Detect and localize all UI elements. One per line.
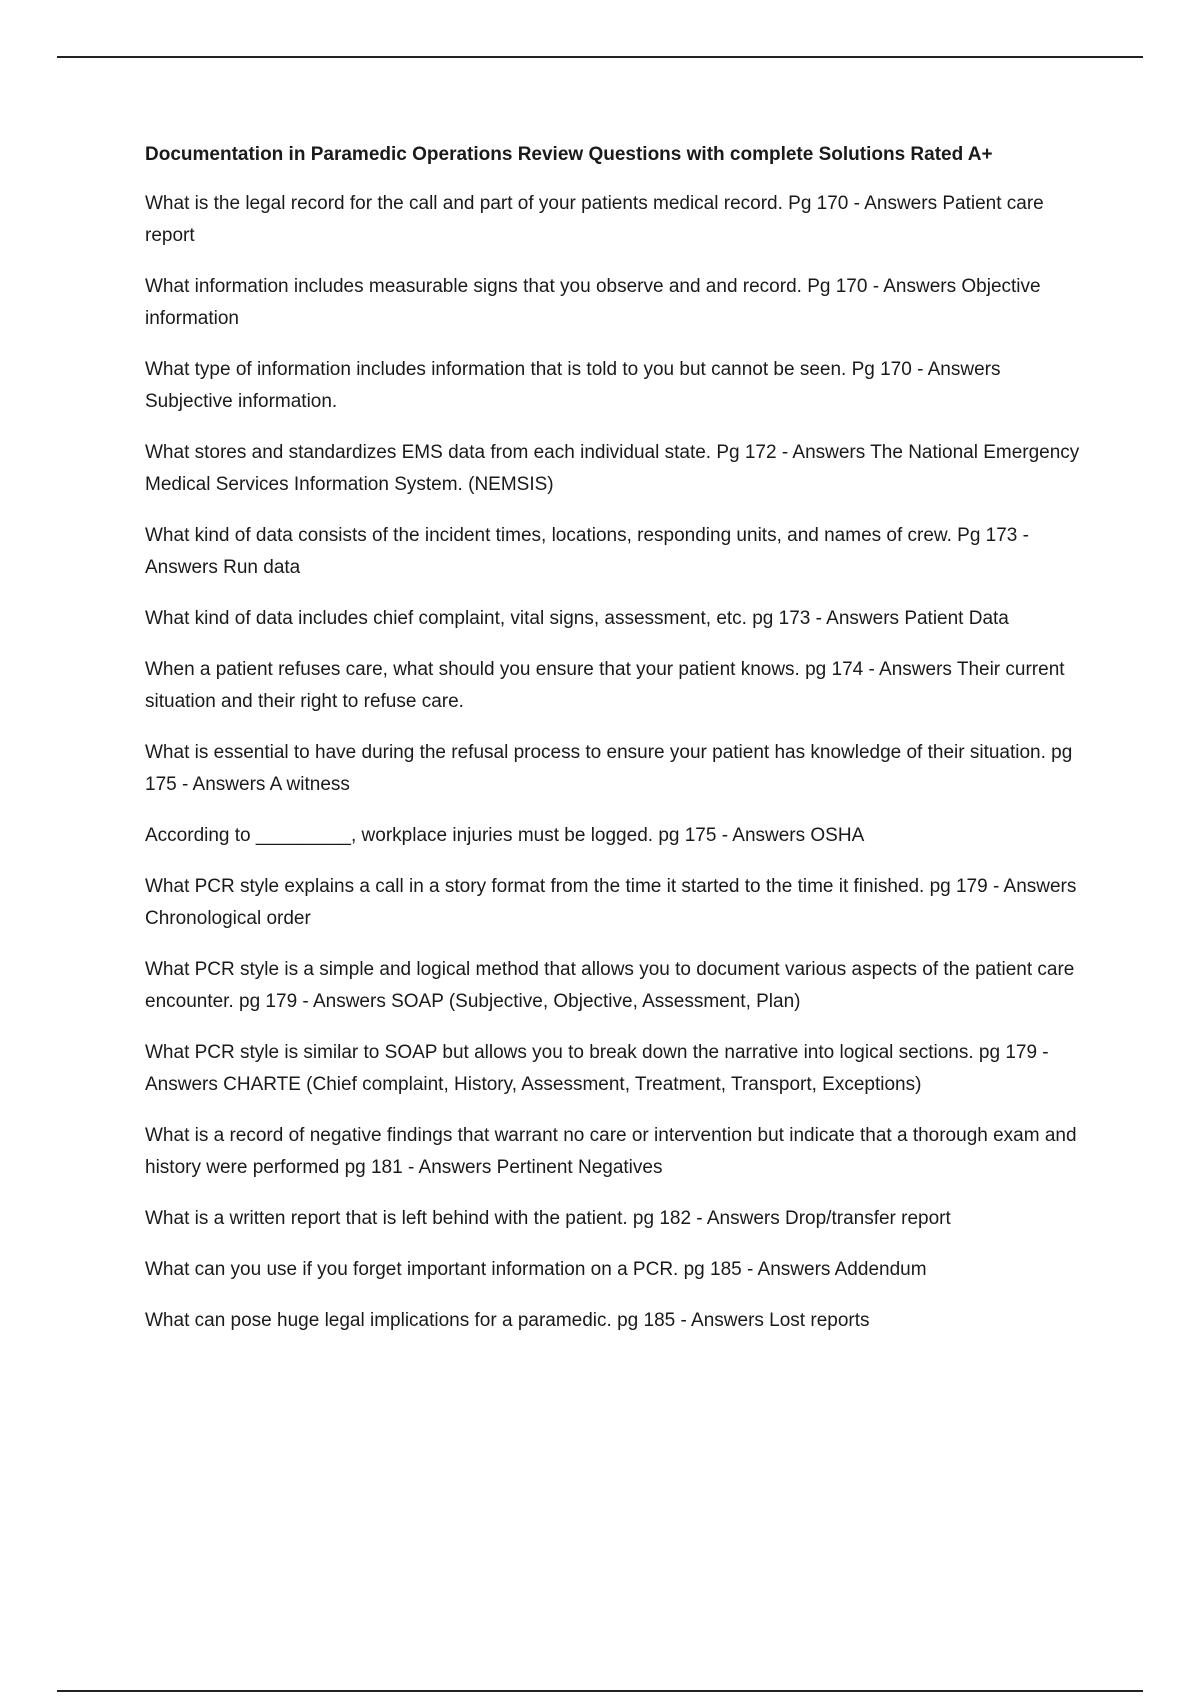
qa-item: What kind of data includes chief complaint, vital signs, assessment, etc. pg 173 - Answers Patient Data [145, 608, 1009, 629]
qa-item: What stores and standardizes EMS data from each individual state. Pg 172 - Answers The National Emergency Medical Services Information System. (NEMSIS) [145, 442, 1080, 495]
qa-item: What PCR style is a simple and logical method that allows you to document various aspects of the patient care encounter. pg 179 - Answers SOAP (Subjective, Objective, Assessment, Plan) [145, 959, 1075, 1012]
qa-item: When a patient refuses care, what should you ensure that your patient knows. pg 174 - Answers Their current situation and their right to refuse care. [145, 659, 1065, 712]
footer-rule [57, 1690, 1143, 1692]
qa-item: What is essential to have during the refusal process to ensure your patient has knowledge of their situation. pg 175 - Answers A witness [145, 742, 1073, 795]
qa-item: What kind of data consists of the incident times, locations, responding units, and names of crew. Pg 173 - Answers Run data [145, 525, 1029, 578]
qa-item: What is a written report that is left behind with the patient. pg 182 - Answers Drop/transfer report [145, 1208, 951, 1229]
qa-item: What information includes measurable signs that you observe and and record. Pg 170 - Answers Objective information [145, 276, 1041, 329]
qa-list [145, 188, 1085, 1337]
qa-item: What PCR style is similar to SOAP but allows you to break down the narrative into logical sections. pg 179 - Answers CHARTE (Chief complaint, History, Assessment, Treatment, Transport, Exceptions) [145, 1042, 1049, 1095]
qa-item: According to _________, workplace injuries must be logged. pg 175 - Answers OSHA [145, 825, 865, 846]
qa-item: What type of information includes information that is told to you but cannot be seen. Pg 170 - Answers Subjective information. [145, 359, 1001, 412]
qa-item: What PCR style explains a call in a story format from the time it started to the time it finished. pg 179 - Answers Chronological order [145, 876, 1077, 929]
qa-item: What can pose huge legal implications for a paramedic. pg 185 - Answers Lost reports [145, 1310, 870, 1331]
qa-item: What is the legal record for the call and part of your patients medical record. Pg 170 - Answers Patient care report [145, 193, 1044, 246]
document-title: Documentation in Paramedic Operations Review Questions with complete Solutions Rated A+ [145, 144, 993, 165]
qa-item: What can you use if you forget important information on a PCR. pg 185 - Answers Addendum [145, 1259, 927, 1280]
document-body [145, 140, 1085, 1356]
qa-item: What is a record of negative findings that warrant no care or intervention but indicate that a thorough exam and history were performed pg 181 - Answers Pertinent Negatives [145, 1125, 1077, 1178]
header-rule [57, 56, 1143, 58]
